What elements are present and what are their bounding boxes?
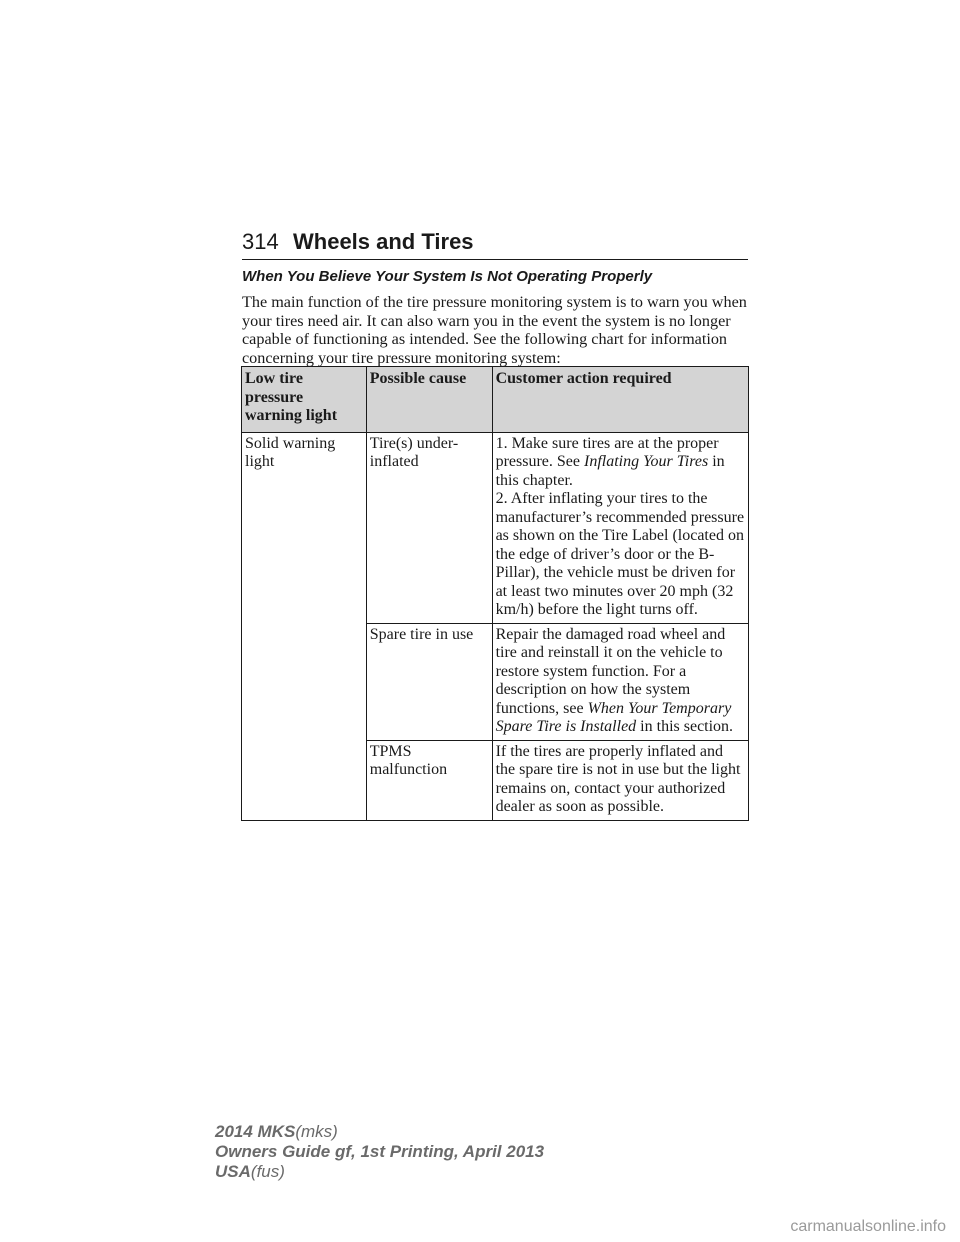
cross-reference-link[interactable]: Inflating Your Tires [584,453,709,470]
header-warning-light: Low tire pressure warning light [242,367,367,433]
footer-region-code: (fus) [250,1162,285,1181]
table-header-row [242,367,749,433]
action-text: 1. Make sure tires are at the proper pressure. See [495,434,719,470]
footer-model-code: (mks) [295,1122,338,1141]
action-text: in this section. [636,718,734,735]
cause-cell: Tire(s) under-inflated [366,432,492,623]
header-possible-cause: Possible cause [366,367,492,433]
intro-paragraph: The main function of the tire pressure monitoring system is to warn you when your tires need air. It can also warn you in the event the system is no longer capable of functioning as intended. See the following chart for information concerning your tire pressure monitoring system: [242,293,747,367]
table-row [242,432,749,623]
page-number: 314 [242,229,279,254]
action-text: Repair the damaged road wheel and tire and reinstall it on the vehicle to restore system function. For a description on how the system functions, see [495,625,726,717]
action-text: in this chapter. [495,453,725,489]
footer-line-model [215,1122,544,1142]
action-cell [492,623,748,740]
header-customer-action: Customer action required [492,367,748,433]
tpms-chart-table [241,366,749,821]
section-heading: When You Believe Your System Is Not Operating Properly [242,268,653,285]
footer-model: 2014 MKS [215,1122,296,1141]
cross-reference-link[interactable]: When Your Temporary Spare Tire is Installed [495,699,732,735]
cause-cell: TPMS malfunction [366,740,492,820]
action-step-1 [496,435,745,491]
header-rule [242,259,748,260]
action-step-2: 2. After inflating your tires to the manufacturer’s recommended pressure as shown on the Tire Label (located on the edge of driver’s door or the B-Pillar), the vehicle must be driven for at least two minutes over 20 mph (32 km/h) before the light turns off. [495,490,745,618]
indicator-cell: Solid warning light [242,432,367,820]
footer-region: USA [215,1162,251,1181]
document-footer [215,1122,544,1182]
action-cell [492,432,748,623]
footer-line-guide: Owners Guide gf, 1st Printing, April 2013 [215,1142,545,1161]
chapter-title: Wheels and Tires [293,229,474,254]
cause-cell: Spare tire in use [366,623,492,740]
footer-line-region [215,1162,544,1182]
action-cell: If the tires are properly inflated and the spare tire is not in use but the light remains on, contact your authorized dealer as soon as possible. [492,740,748,820]
site-watermark: carmanualsonline.info [790,1218,946,1235]
